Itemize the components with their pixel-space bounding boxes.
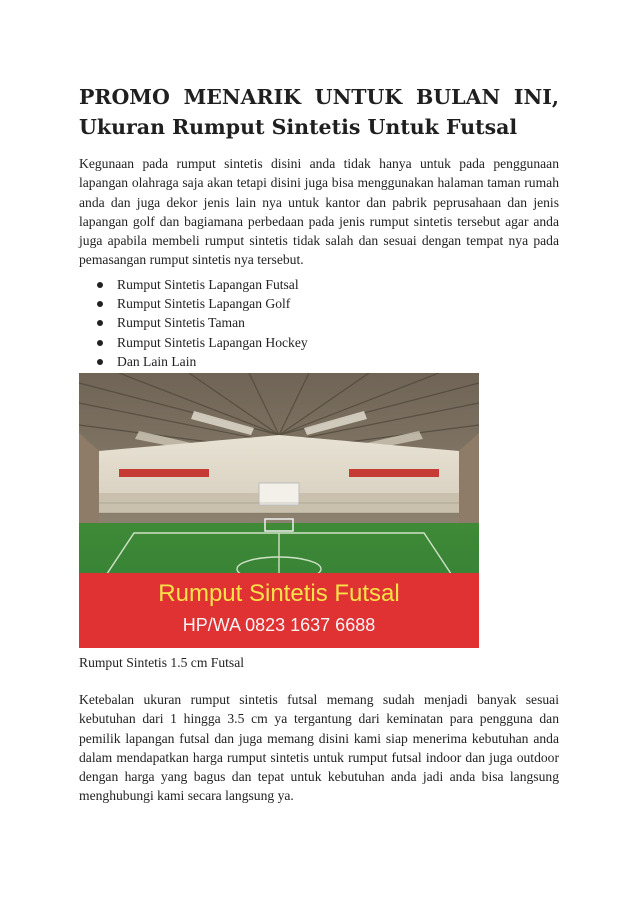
intro-paragraph: Kegunaan pada rumput sintetis disini anda tidak hanya untuk pada penggunaan lapangan olahraga saja akan tetapi disini juga bisa menggunakan halaman taman rumah anda dan juga dekor jenis lain nya untuk kantor dan pabrik peprusahaan dan jenis lapangan golf dan bagiamana perbedaan pada jenis rumput sintetis tersebut agar anda juga apabila membeli rumput sintetis tidak salah dan sesuai dengan tempat nya pada pemasangan rumput sintetis nya tersebut. bbox=[79, 156, 559, 268]
bullet-list bbox=[95, 275, 308, 371]
list-item-label: Rumput Sintetis Lapangan Hockey bbox=[117, 334, 308, 350]
promo-banner bbox=[79, 573, 479, 648]
banner-contact: HP/WA 0823 1637 6688 bbox=[182, 615, 376, 635]
list-item-label: Rumput Sintetis Taman bbox=[117, 315, 245, 331]
list-item bbox=[95, 294, 308, 313]
list-item bbox=[95, 333, 308, 352]
body-paragraph: Ketebalan ukuran rumput sintetis futsal memang sudah menjadi banyak sesuai kebutuhan dari 1 hingga 3.5 cm ya tergantung dari keminatan para pengguna dan pemilik lapangan futsal dan juga memang disini kami siap menerima kebutuhan anda dalam mendapatkan harga rumput sintetis untuk rumput futsal indoor dan juga outdoor dengan harga yang bagus dan tepat untuk kebutuhan anda jadi anda bisa langsung menghubungi kami secara langsung ya. bbox=[79, 692, 559, 804]
bullet-icon bbox=[97, 320, 103, 326]
list-item bbox=[95, 275, 308, 294]
bullet-icon bbox=[97, 301, 103, 307]
bullet-icon bbox=[97, 282, 103, 288]
list-item-label: Rumput Sintetis Lapangan Futsal bbox=[117, 277, 299, 292]
list-item bbox=[95, 352, 308, 371]
banner-title: Rumput Sintetis Futsal bbox=[158, 580, 400, 607]
bullet-icon bbox=[97, 359, 103, 365]
page-title bbox=[79, 82, 559, 142]
list-item bbox=[95, 313, 308, 332]
list-item-label: Rumput Sintetis Lapangan Golf bbox=[117, 296, 291, 312]
image-caption: Rumput Sintetis 1.5 cm Futsal bbox=[79, 655, 245, 670]
bullet-icon bbox=[97, 340, 103, 346]
title-line-2: Ukuran Rumput Sintetis Untuk Futsal bbox=[79, 115, 518, 139]
title-line-1: PROMO MENARIK UNTUK BULAN INI, bbox=[79, 85, 559, 109]
list-item-label: Dan Lain Lain bbox=[117, 353, 197, 369]
